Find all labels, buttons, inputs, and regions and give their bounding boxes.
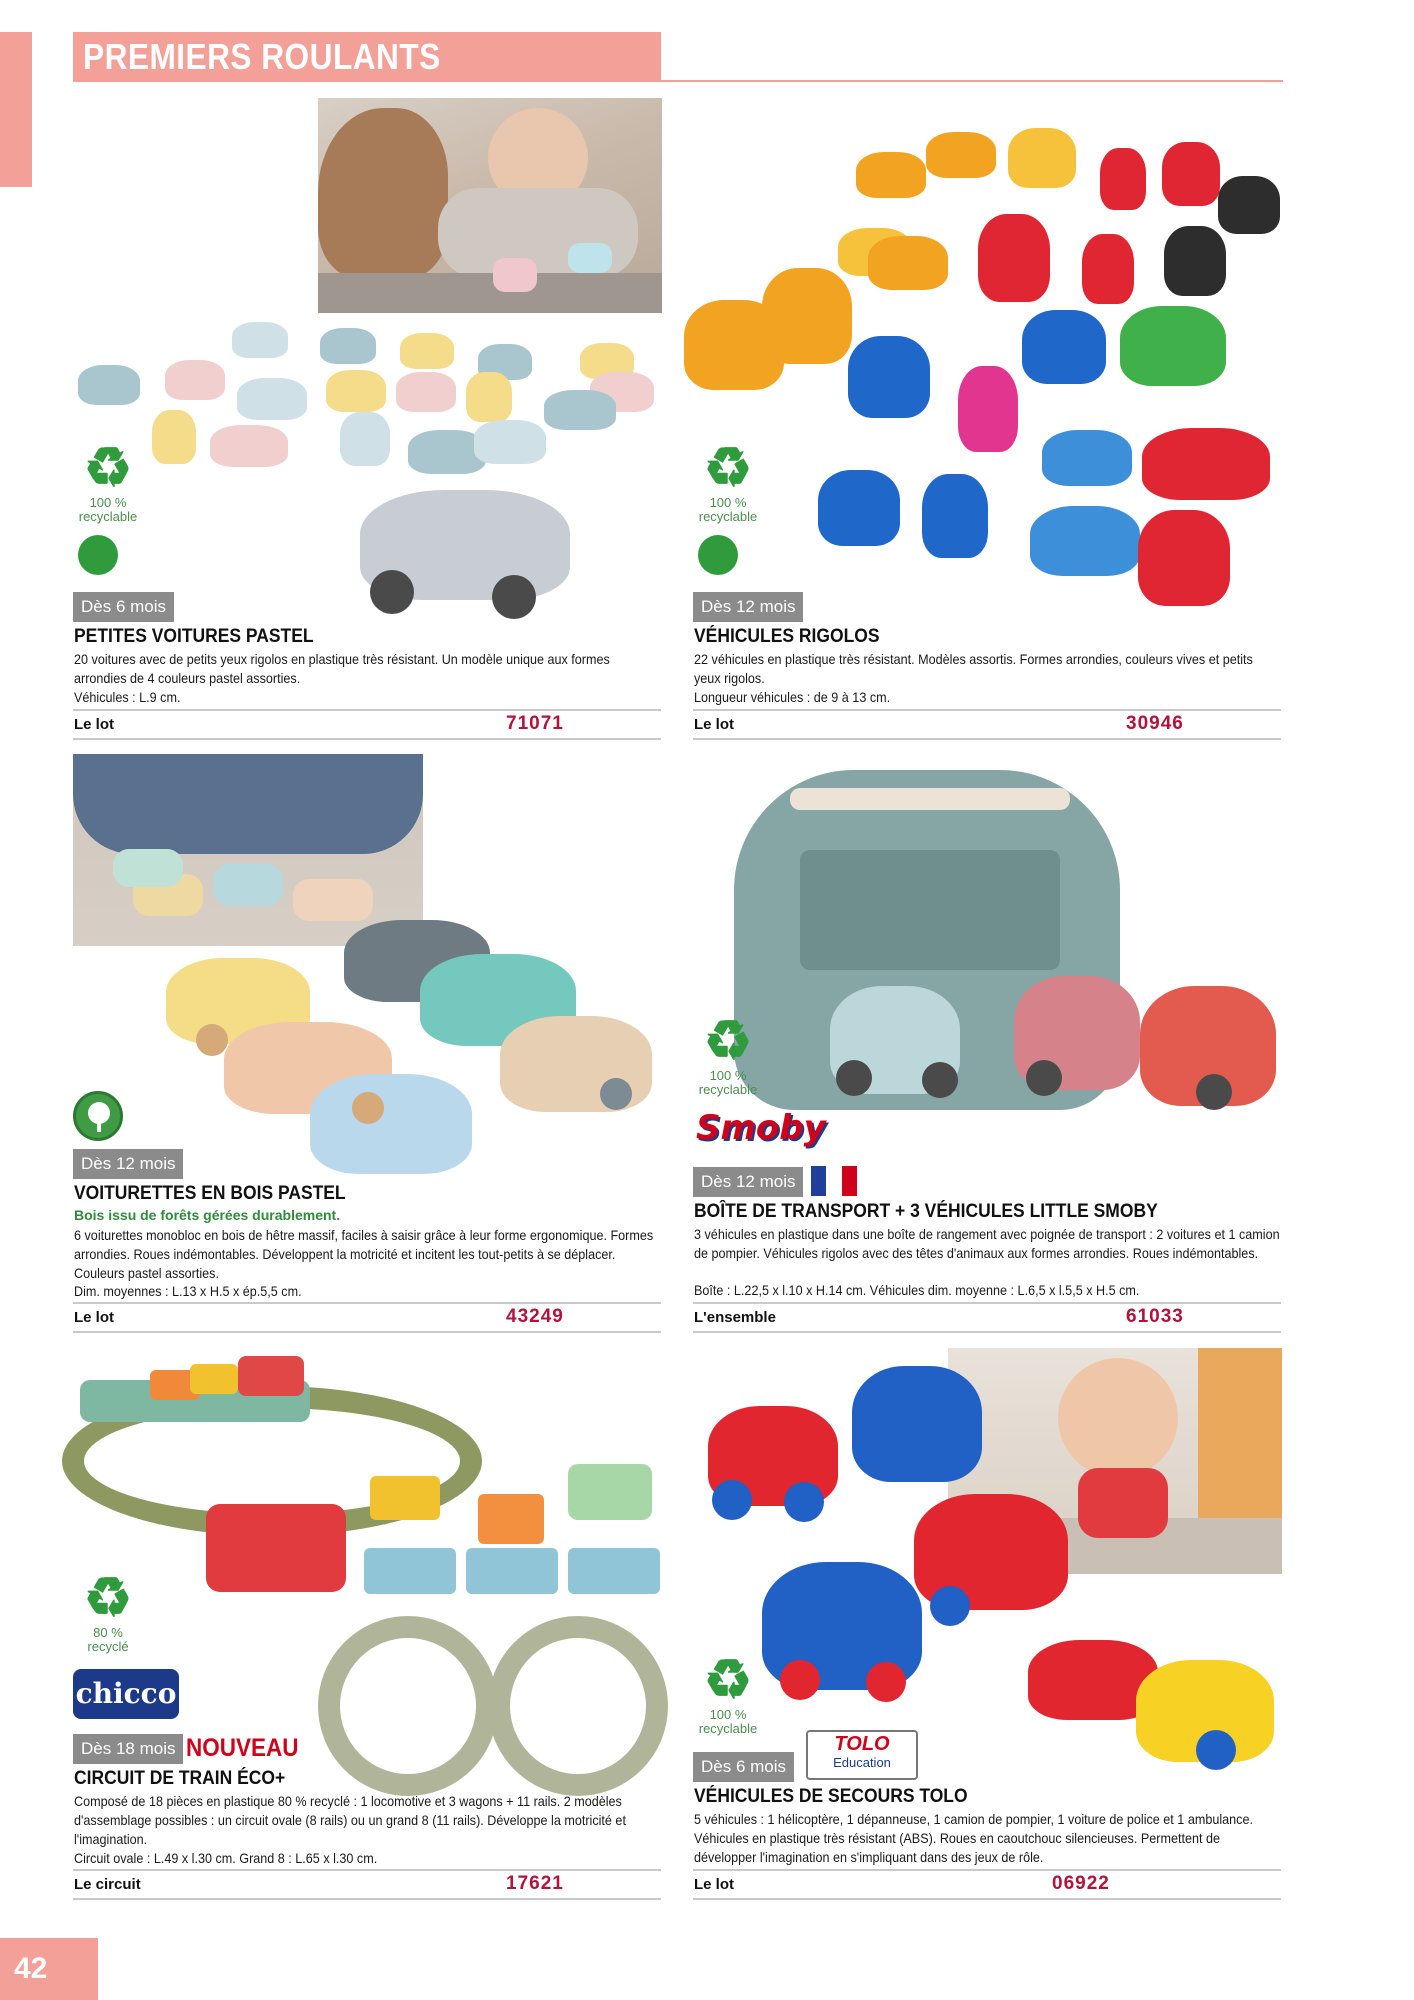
swan-label-icon xyxy=(78,535,118,575)
sale-unit: Le lot xyxy=(74,1309,114,1326)
product-title: CIRCUIT DE TRAIN ÉCO+ xyxy=(74,1768,286,1789)
product-code: 43249 xyxy=(506,1306,564,1327)
product-subtitle: Bois issu de forêts gérées durablement. xyxy=(74,1207,341,1223)
sale-unit: Le lot xyxy=(694,716,734,733)
page-title: PREMIERS ROULANTS xyxy=(83,36,441,77)
product-description: 5 véhicules : 1 hélicoptère, 1 dépanneuse, 1 camion de pompier, 1 voiture de police et 1 ambulance. Véhicules en plastique très résistant (ABS). Roues en caoutchouc silencieuses. Permettent de développer l'imagination en s'impliquant dans des jeux de rôle. xyxy=(694,1811,1253,1865)
divider xyxy=(73,709,661,711)
divider xyxy=(693,1898,1281,1900)
product-code: 30946 xyxy=(1126,713,1184,734)
fsc-tree-icon xyxy=(73,1091,123,1141)
recyclable-badge: ♻ 100 % recyclable xyxy=(70,440,146,524)
france-flag-icon xyxy=(811,1166,857,1196)
divider xyxy=(693,709,1281,711)
recycled-badge: ♻ 80 % recyclé xyxy=(70,1570,146,1654)
product-description: Composé de 18 pièces en plastique 80 % recyclé : 1 locomotive et 3 wagons + 11 rails. 2 modèles d'assemblage possibles : un circuit ovale (8 rails) ou un grand 8 (11 rails). Développe la motricité et l'imagination. xyxy=(74,1793,626,1847)
page-header xyxy=(73,32,661,82)
recycle-icon: ♻ xyxy=(83,1568,133,1628)
swan-label-icon xyxy=(698,535,738,575)
product-code: 06922 xyxy=(1052,1873,1110,1894)
divider xyxy=(693,738,1281,740)
recycle-icon: ♻ xyxy=(703,1650,753,1710)
product-description: 3 véhicules en plastique dans une boîte de rangement avec poignée de transport : 2 voitures et 1 camion de pompier. Véhicules rigolos avec des têtes d'animaux aux formes arrondies. Roues indémontables. xyxy=(694,1226,1280,1261)
product-title: PETITES VOITURES PASTEL xyxy=(74,626,314,647)
product-code: 71071 xyxy=(506,713,564,734)
sale-unit: Le circuit xyxy=(74,1876,141,1893)
age-badge: Dès 18 mois xyxy=(73,1734,183,1764)
divider xyxy=(693,1302,1281,1304)
product-dimensions: Dim. moyennes : L.13 x H.5 x ép.5,5 cm. xyxy=(74,1283,302,1299)
divider xyxy=(73,1302,661,1304)
photo-baby-playing xyxy=(318,98,662,313)
recycle-icon: ♻ xyxy=(703,438,753,498)
product-dimensions: Circuit ovale : L.49 x l.30 cm. Grand 8 : L.65 x l.30 cm. xyxy=(74,1850,378,1866)
product-title: BOÎTE DE TRANSPORT + 3 VÉHICULES LITTLE SMOBY xyxy=(694,1201,1158,1222)
product-description: 6 voiturettes monobloc en bois de hêtre massif, faciles à saisir grâce à leur forme ergonomique. Formes arrondies. Roues indémontables. Développent la motricité et incitent les tout-petits à se déplacer. Couleurs pastel assorties. xyxy=(74,1227,654,1281)
product-title: VÉHICULES DE SECOURS TOLO xyxy=(694,1786,968,1807)
product-code: 17621 xyxy=(506,1873,564,1894)
product-description: 20 voitures avec de petits yeux rigolos en plastique très résistant. Un modèle unique aux formes arrondies de 4 couleurs pastel assorties. xyxy=(74,651,610,686)
divider xyxy=(693,1331,1281,1333)
age-badge: Dès 6 mois xyxy=(73,592,174,622)
tolo-logo: TOLO Education xyxy=(806,1730,918,1780)
recycle-icon: ♻ xyxy=(83,438,133,498)
age-badge: Dès 12 mois xyxy=(693,1167,803,1197)
divider xyxy=(73,1331,661,1333)
divider xyxy=(73,738,661,740)
product-dimensions: Boîte : L.22,5 x l.10 x H.14 cm. Véhicules dim. moyenne : L.6,5 x l.5,5 x H.5 cm. xyxy=(694,1282,1140,1298)
chicco-logo: chicco xyxy=(73,1669,179,1719)
divider xyxy=(693,1869,1281,1871)
product-dimensions: Véhicules : L.9 cm. xyxy=(74,689,181,705)
sale-unit: Le lot xyxy=(74,716,114,733)
new-badge: NOUVEAU xyxy=(186,1734,299,1762)
age-badge: Dès 12 mois xyxy=(73,1149,183,1179)
smoby-logo: Smoby xyxy=(696,1108,826,1148)
product-title: VÉHICULES RIGOLOS xyxy=(694,626,880,647)
recyclable-badge: ♻ 100 % recyclable xyxy=(690,1013,766,1097)
header-rule xyxy=(661,80,1283,82)
recycle-icon: ♻ xyxy=(703,1011,753,1071)
sale-unit: Le lot xyxy=(694,1876,734,1893)
recyclable-badge: ♻ 100 % recyclable xyxy=(690,1652,766,1736)
photo-child-wooden-cars xyxy=(73,754,423,946)
divider xyxy=(73,1898,661,1900)
product-description: 22 véhicules en plastique très résistant. Modèles assortis. Formes arrondies, couleurs vives et petits yeux rigolos. xyxy=(694,651,1253,686)
sale-unit: L'ensemble xyxy=(694,1309,776,1326)
product-dimensions: Longueur véhicules : de 9 à 13 cm. xyxy=(694,689,891,705)
age-badge: Dès 6 mois xyxy=(693,1752,794,1782)
side-tab xyxy=(0,32,32,187)
age-badge: Dès 12 mois xyxy=(693,592,803,622)
divider xyxy=(73,1869,661,1871)
product-title: VOITURETTES EN BOIS PASTEL xyxy=(74,1183,346,1204)
page-number: 42 xyxy=(0,1938,98,2000)
recyclable-badge: ♻ 100 % recyclable xyxy=(690,440,766,524)
product-code: 61033 xyxy=(1126,1306,1184,1327)
